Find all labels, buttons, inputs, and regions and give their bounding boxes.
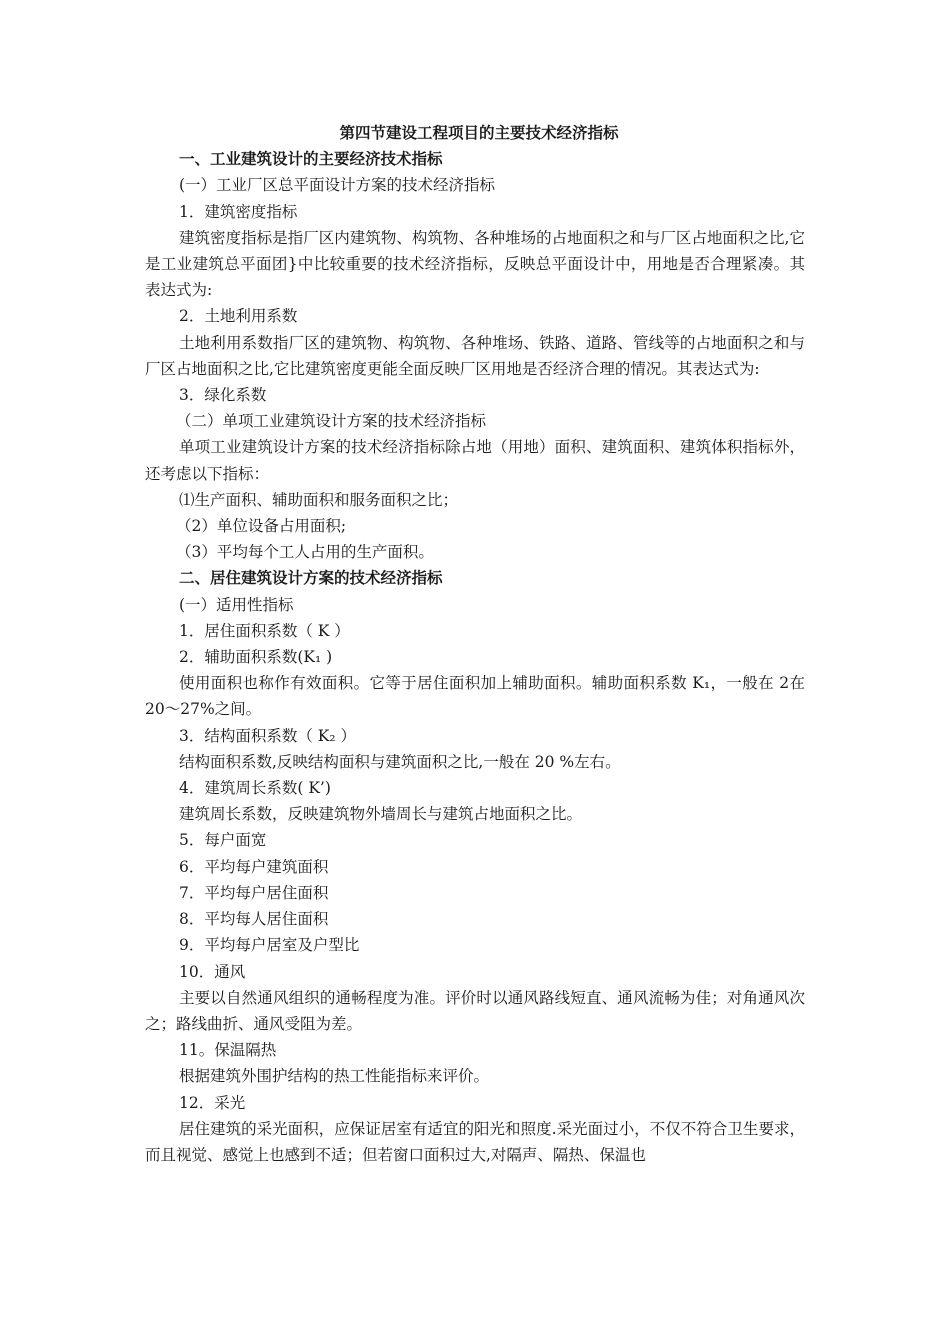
text-line: 4．建筑周长系数( K’) [179,779,331,798]
text-line: 3．绿化系数 [179,386,267,405]
paragraph: 建筑密度指标是指厂区内建筑物、构筑物、各种堆场的占地面积之和与厂区占地面积之比,它是工业建筑总平面团}中比较重要的技术经济指标，反映总平面设计中，用地是否合理紧凑。其表达式为: [145,228,805,300]
text-line: （二）单项工业建筑设计方案的技术经济指标 [176,412,487,431]
text-line: 5．每户面宽 [179,831,267,850]
section-heading: 一、工业建筑设计的主要经济技术指标 [179,150,443,169]
paragraph: 使用面积也称作有效面积。它等于居住面积加上辅助面积。辅助面积系数 K₁，一般在 2在20～27%之间。 [145,674,805,719]
paragraph: 土地利用系数指厂区的建筑物、构筑物、各种堆场、铁路、道路、管线等的占地面积之和与厂区占地面积之比,它比建筑密度更能全面反映厂区用地是否经济合理的情况。其表达式为: [145,333,805,378]
text-line: ⑴生产面积、辅助面积和服务面积之比； [179,490,459,509]
text-line: 建筑周长系数，反映建筑物外墙周长与建筑占地面积之比。 [179,805,583,824]
text-line: 1．居住面积系数（ K ） [179,621,350,640]
text-line: 10．通风 [179,962,246,981]
text-line: 9．平均每户居室及户型比 [179,936,360,955]
text-line: 2．土地利用系数 [179,307,298,326]
paragraph: 居住建筑的采光面积，应保证居室有适宜的阳光和照度.采光面过小，不仅不符合卫生要求，而且视觉、感觉上也感到不适；但若窗口面积过大,对隔声、隔热、保温也 [145,1119,805,1164]
text-line: （3）平均每个工人占用的生产面积。 [176,543,434,562]
document-body [145,120,805,1168]
text-line: 3．结构面积系数（ K₂ ） [179,726,357,745]
text-line: 1．建筑密度指标 [179,202,298,221]
text-line: 11。保温隔热 [179,1041,277,1060]
text-line: （2）单位设备占用面积; [176,517,347,536]
paragraph: 主要以自然通风组织的通畅程度为准。评价时以通风路线短直、通风流畅为佳；对角通风次之；路线曲折、通风受阻为差。 [145,988,805,1033]
text-line: 8．平均每人居住面积 [179,910,329,929]
text-line: (一）适用性指标 [179,595,294,614]
text-line: 结构面积系数,反映结构面积与建筑面积之比,一般在 20 %左右。 [179,752,621,771]
text-line: 6．平均每户建筑面积 [179,857,329,876]
text-line: 2．辅助面积系数(K₁ ) [179,648,333,667]
paragraph: 单项工业建筑设计方案的技术经济指标除占地（用地）面积、建筑面积、建筑体积指标外，还考虑以下指标： [145,438,805,483]
text-line: 7．平均每户居住面积 [179,883,329,902]
text-line: (一）工业厂区总平面设计方案的技术经济指标 [179,176,496,195]
document-lines [145,146,805,1168]
page-title: 第四节建设工程项目的主要技术经济指标 [339,124,619,142]
text-line: 12．采光 [179,1093,246,1112]
section-heading: 二、居住建筑设计方案的技术经济指标 [179,569,443,588]
text-line: 根据建筑外围护结构的热工性能指标来评价。 [179,1067,490,1086]
